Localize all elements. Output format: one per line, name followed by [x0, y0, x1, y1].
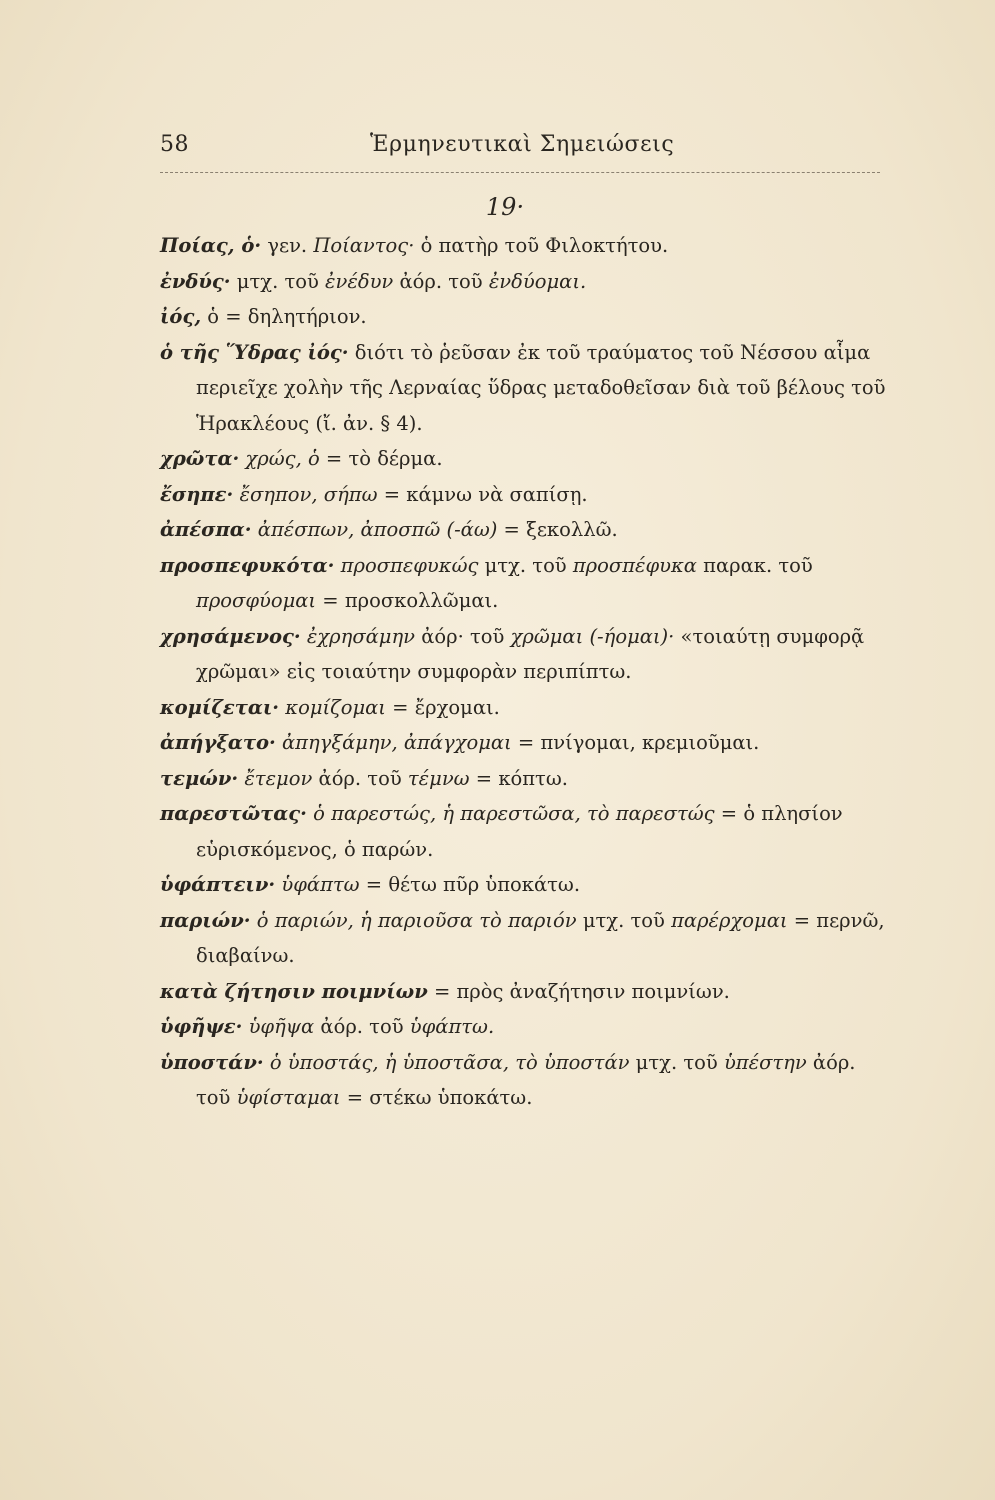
entry-gloss: μτχ. τοῦ	[576, 908, 672, 932]
entry-lemma: ἀπήγξατο·	[160, 731, 276, 754]
running-title: Ἑρμηνευτικαὶ Σημειώσεις	[370, 132, 675, 157]
entry-gloss: ἀόρ. τοῦ	[393, 269, 489, 293]
entry-gloss: = ἔρχομαι.	[385, 695, 500, 719]
entry-gloss: μτχ. τοῦ	[478, 553, 573, 577]
page-number: 58	[160, 132, 189, 157]
entry-gloss: = πνίγομαι, κρεμιοῦμαι.	[511, 731, 760, 754]
entry-lemma: Ποίας, ὁ·	[160, 234, 262, 257]
entry-form: Ποίαντος·	[313, 234, 415, 257]
entry-lemma: χρῶτα·	[160, 447, 240, 470]
entry-lemma: παριών·	[160, 908, 251, 932]
entry-form: ὑπέστην	[723, 1050, 807, 1074]
glossary-entry	[160, 725, 895, 761]
glossary-entry	[160, 335, 895, 442]
entry-gloss: = στέκω ὑποκάτω.	[340, 1086, 533, 1109]
section-number: 19·	[485, 193, 525, 221]
entry-gloss: ἀόρ· τοῦ	[415, 624, 511, 648]
entry-gloss: = κόπτω.	[469, 766, 568, 790]
entry-form: ἐχρησάμην	[306, 624, 416, 648]
entry-lemma: ὑποστάν·	[160, 1050, 264, 1074]
glossary-entry	[160, 512, 895, 548]
entry-form: ὑφάπτω.	[409, 1015, 495, 1038]
entry-gloss: διότι τὸ ῥεῦσαν ἐκ τοῦ τραύματος τοῦ Νέσσου αἷμα περιεῖχε χολὴν τῆς Λερναίας ὕδρας μεταδοθεῖσαν διὰ τοῦ βέλους τοῦ Ἡρακλέους (ἴ. ἀν. § 4).	[196, 340, 886, 435]
entry-gloss: = ξεκολλῶ.	[497, 518, 618, 541]
glossary-list	[160, 228, 895, 1116]
glossary-entry	[160, 690, 895, 726]
glossary-entry	[160, 548, 895, 619]
entry-gloss: μτχ. τοῦ	[629, 1050, 724, 1074]
glossary-entry	[160, 619, 895, 690]
entry-gloss: = τὸ δέρμα.	[319, 447, 443, 470]
entry-gloss: = θέτω πῦρ ὑποκάτω.	[359, 873, 581, 896]
entry-lemma: κομίζεται·	[160, 695, 280, 719]
entry-lemma: παρεστῶτας·	[160, 802, 307, 825]
entry-gloss: ἀόρ. τοῦ	[314, 1015, 410, 1038]
entry-lemma: τεμών·	[160, 766, 239, 790]
entry-lemma: ἔσηπε·	[160, 482, 234, 506]
header-divider	[160, 172, 880, 173]
entry-form: ἐνδύομαι.	[488, 269, 587, 293]
entry-gloss: παρακ. τοῦ	[696, 553, 813, 577]
entry-lemma: ἀπέσπα·	[160, 518, 252, 541]
entry-form: προσπέφυκα	[572, 553, 697, 577]
entry-gloss: «τοιαύτῃ συμφορᾷ χρῶμαι» εἰς τοιαύτην συμφορὰν περιπίπτω.	[196, 624, 865, 683]
entry-lemma: ἐνδύς·	[160, 269, 231, 293]
glossary-entry	[160, 228, 895, 264]
glossary-entry	[160, 867, 895, 903]
glossary-entry	[160, 1045, 895, 1116]
entry-lemma: χρησάμενος·	[160, 624, 301, 648]
entry-form: ἀπηγξάμην, ἀπάγχομαι	[282, 731, 512, 754]
entry-form: ὁ παρεστώς, ἡ παρεστῶσα, τὸ παρεστώς	[313, 802, 715, 825]
entry-form: ἐνέδυν	[325, 269, 394, 293]
glossary-entry	[160, 264, 895, 300]
entry-form: ὁ παριών, ἡ παριοῦσα τὸ παριόν	[256, 908, 577, 932]
glossary-entry	[160, 903, 895, 974]
entry-lemma: ὑφάπτειν·	[160, 873, 276, 896]
entry-form: χρῶμαι (-ήομαι)·	[510, 624, 675, 648]
glossary-entry	[160, 796, 895, 867]
entry-gloss: ὁ πατὴρ τοῦ Φιλοκτήτου.	[414, 234, 669, 257]
glossary-entry	[160, 1009, 895, 1045]
entry-lemma: ἰός,	[160, 305, 202, 328]
entry-form: ἀπέσπων, ἀποσπῶ (-άω)	[257, 518, 498, 541]
entry-lemma: κατὰ ζήτησιν ποιμνίων	[160, 979, 428, 1003]
entry-form: ἔτεμον	[244, 766, 313, 790]
entry-gloss: γεν.	[261, 234, 314, 257]
entry-gloss: = προσκολλῶμαι.	[316, 589, 499, 612]
entry-form: ὑφίσταμαι	[236, 1086, 341, 1109]
entry-form: ἔσηπον, σήπω	[239, 482, 378, 506]
entry-gloss: ἀόρ. τοῦ	[312, 766, 408, 790]
page-header	[160, 132, 880, 164]
entry-form: προσπεφυκώς	[340, 553, 479, 577]
entry-form: παρέρχομαι	[671, 908, 788, 932]
entry-form: τέμνω	[407, 766, 470, 790]
entry-gloss: ὁ = δηλητήριον.	[201, 305, 367, 328]
entry-gloss: ἀόρ. τοῦ	[196, 1050, 856, 1109]
entry-gloss: = πρὸς ἀναζήτησιν ποιμνίων.	[427, 979, 730, 1003]
entry-gloss: = περνῶ, διαβαίνω.	[196, 908, 885, 967]
entry-gloss: = κάμνω νὰ σαπίσῃ.	[377, 482, 588, 506]
entry-lemma: ὁ τῆς Ὕδρας ἰός·	[160, 340, 349, 364]
glossary-entry	[160, 761, 895, 797]
entry-form: ὁ ὑποστάς, ἡ ὑποστᾶσα, τὸ ὑποστάν	[269, 1050, 630, 1074]
glossary-entry	[160, 299, 895, 335]
entry-form: χρώς, ὁ	[245, 447, 320, 470]
entry-form: προσφύομαι	[196, 589, 317, 612]
entry-lemma: ὑφῆψε·	[160, 1015, 243, 1038]
entry-form: κομίζομαι	[285, 695, 386, 719]
glossary-entry	[160, 477, 895, 513]
entry-lemma: προσπεφυκότα·	[160, 553, 335, 577]
entry-form: ὑφάπτω	[281, 873, 360, 896]
glossary-entry	[160, 974, 895, 1010]
entry-gloss: = ὁ πλησίον εὑρισκόμενος, ὁ παρών.	[196, 802, 843, 861]
entry-gloss: μτχ. τοῦ	[230, 269, 326, 293]
glossary-entry	[160, 441, 895, 477]
entry-form: ὑφῆψα	[248, 1015, 315, 1038]
